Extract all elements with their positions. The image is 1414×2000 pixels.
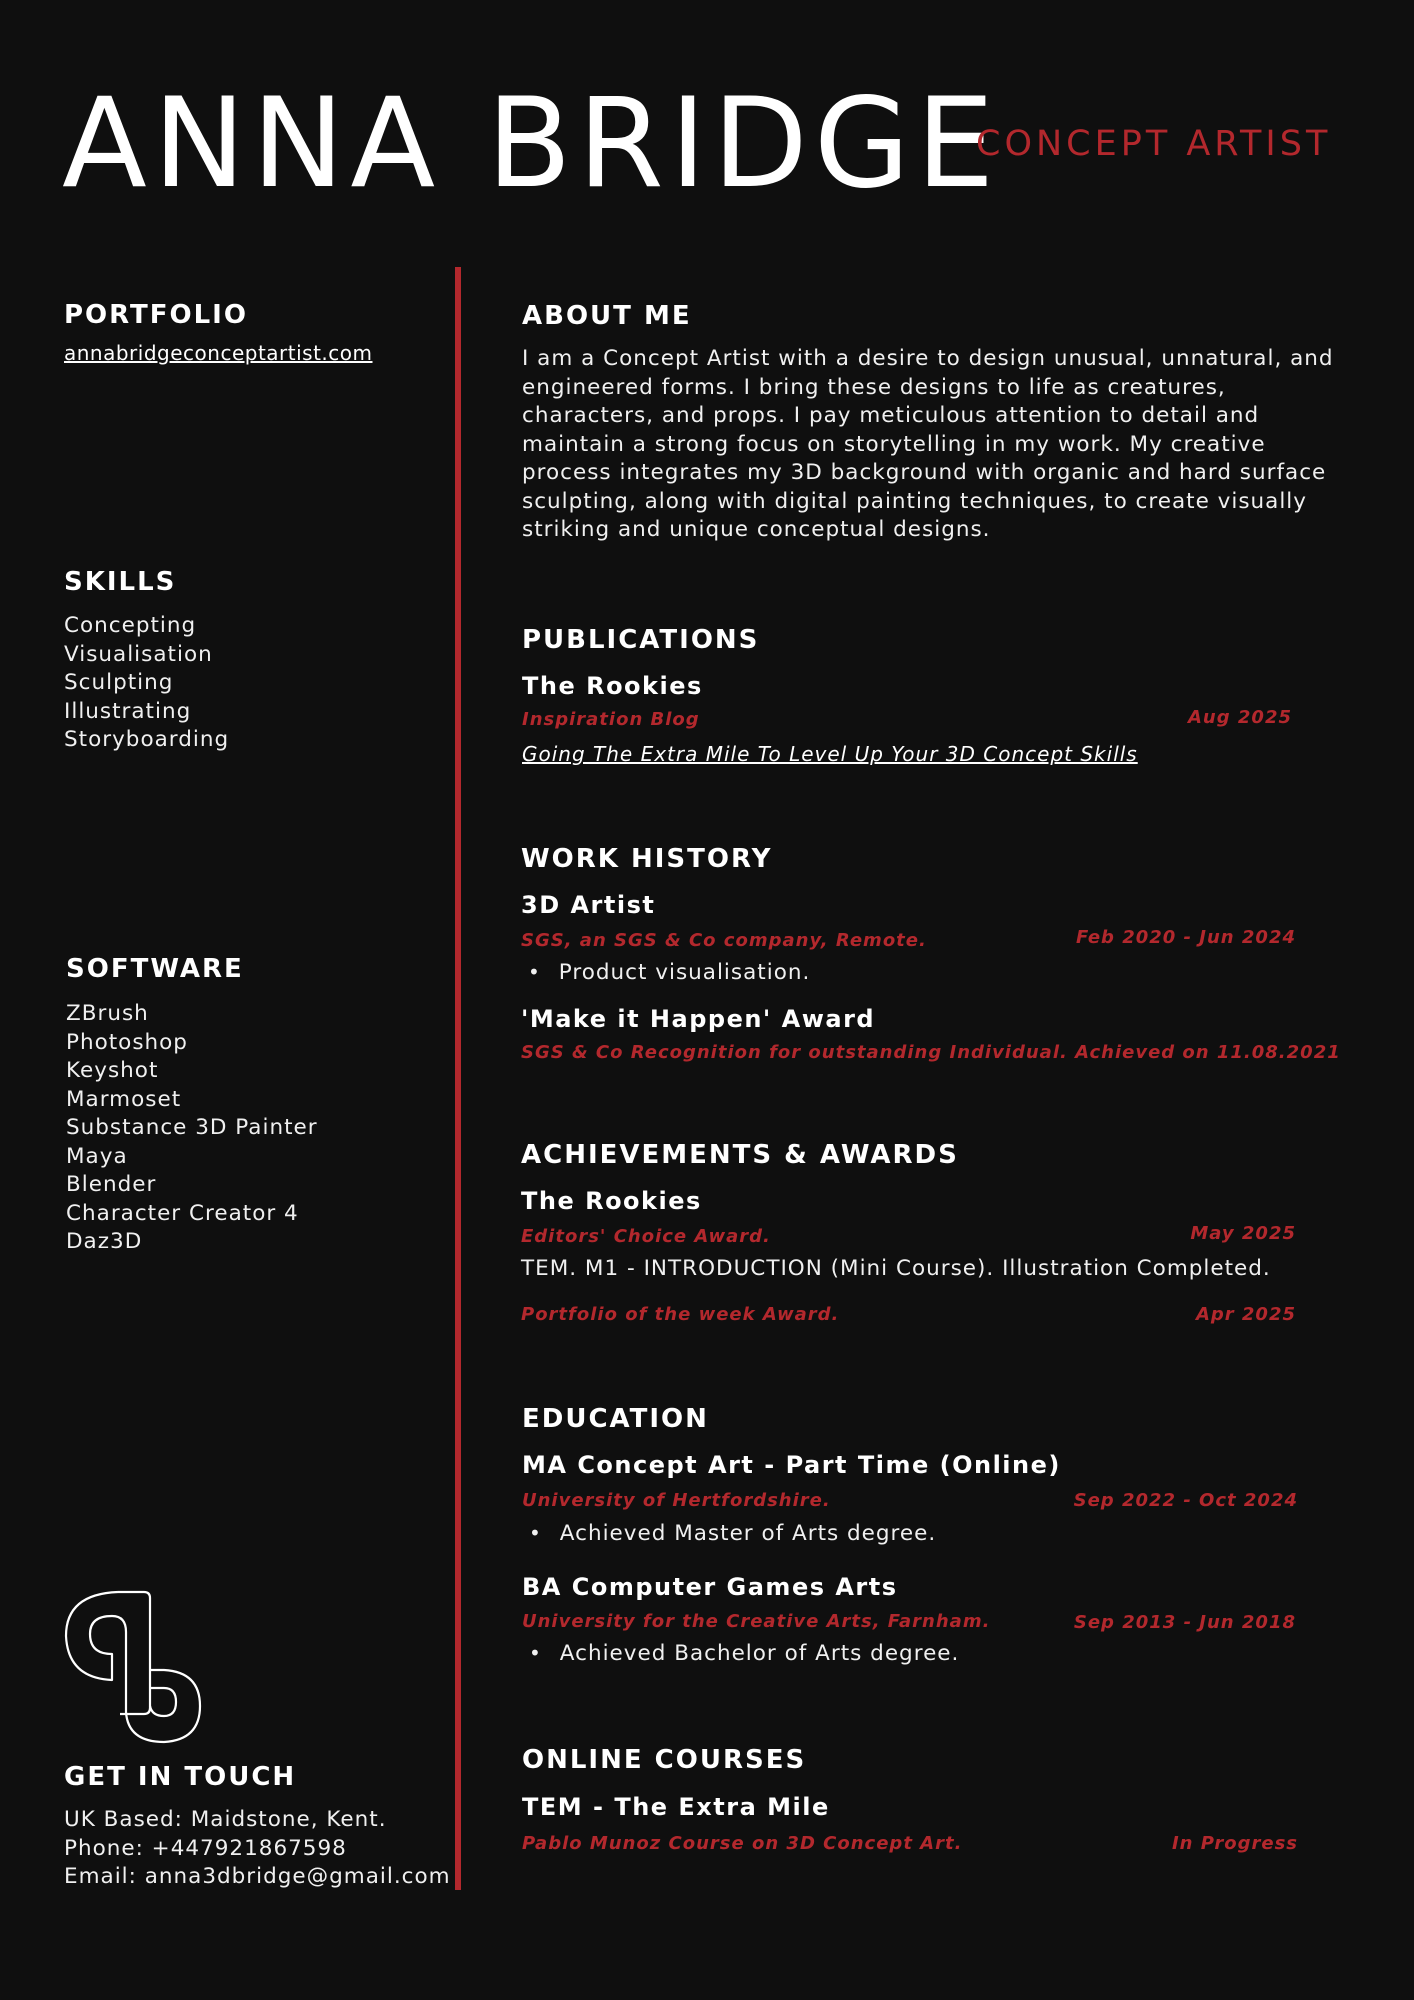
education-subtitle: University of Hertfordshire. <box>522 1490 831 1511</box>
about-line: engineered forms. I bring these designs to life as creatures, <box>522 374 1226 400</box>
contact-heading: GET IN TOUCH <box>64 1762 297 1792</box>
about-text <box>522 345 1334 545</box>
education-bullet: • Achieved Master of Arts degree. <box>529 1521 936 1546</box>
about-line: striking and unique conceptual designs. <box>522 517 991 542</box>
software-item: Character Creator 4 <box>66 1200 299 1226</box>
publication-date: Aug 2025 <box>1188 707 1292 728</box>
publication-title: The Rookies <box>522 672 703 700</box>
contact-email[interactable]: Email: anna3dbridge@gmail.com <box>64 1864 451 1889</box>
about-line: maintain a strong focus on storytelling in my work. My creative <box>522 431 1266 457</box>
software-item: Blender <box>66 1172 157 1197</box>
about-line: process integrates my 3D background with organic and hard surface <box>522 460 1327 485</box>
achievements-heading: ACHIEVEMENTS & AWARDS <box>521 1140 959 1170</box>
work-title: 3D Artist <box>521 891 656 919</box>
achievement-detail: TEM. M1 - INTRODUCTION (Mini Course). Illustration Completed. <box>521 1256 1271 1281</box>
education-title: MA Concept Art - Part Time (Online) <box>522 1451 1061 1479</box>
achievement-subtitle: Editors' Choice Award. <box>521 1226 771 1247</box>
software-item: ZBrush <box>66 1001 149 1026</box>
software-item: Keyshot <box>66 1058 159 1083</box>
courses-heading: ONLINE COURSES <box>522 1745 807 1775</box>
about-heading: ABOUT ME <box>522 301 692 331</box>
skill-item: Storyboarding <box>64 727 230 752</box>
achievement-date: Apr 2025 <box>1195 1304 1296 1325</box>
education-title: BA Computer Games Arts <box>522 1573 898 1601</box>
education-bullet: • Achieved Bachelor of Arts degree. <box>529 1641 959 1666</box>
candidate-name: ANNA BRIDGE <box>62 72 1001 216</box>
work-subtitle: SGS, an SGS & Co company, Remote. <box>521 930 927 951</box>
contact-location: UK Based: Maidstone, Kent. <box>64 1807 387 1832</box>
education-heading: EDUCATION <box>522 1404 709 1434</box>
contact-info <box>64 1806 451 1892</box>
about-line: I am a Concept Artist with a desire to design unusual, unnatural, and <box>522 346 1334 371</box>
about-line: sculpting, along with digital painting techniques, to create visually <box>522 488 1308 514</box>
work-date: Feb 2020 - Jun 2024 <box>1075 927 1296 948</box>
education-subtitle: University for the Creative Arts, Farnham. <box>522 1611 991 1632</box>
software-list <box>66 1000 318 1257</box>
skills-list <box>64 612 229 755</box>
software-item: Daz3D <box>66 1229 143 1254</box>
software-heading: SOFTWARE <box>66 954 244 984</box>
award-title: 'Make it Happen' Award <box>521 1005 876 1033</box>
education-date: Sep 2022 - Oct 2024 <box>1073 1490 1298 1511</box>
education-date: Sep 2013 - Jun 2018 <box>1073 1612 1296 1633</box>
portfolio-link[interactable]: annabridgeconceptartist.com <box>64 341 373 365</box>
contact-phone[interactable]: Phone: +447921867598 <box>64 1835 347 1861</box>
achievement-date: May 2025 <box>1190 1223 1296 1244</box>
software-item: Marmoset <box>66 1086 182 1112</box>
software-item: Photoshop <box>66 1029 188 1055</box>
portfolio-heading: PORTFOLIO <box>64 300 248 330</box>
ab-monogram-logo-icon <box>60 1588 210 1748</box>
work-heading: WORK HISTORY <box>521 844 773 874</box>
skill-item: Illustrating <box>64 698 192 724</box>
course-status: In Progress <box>1171 1833 1298 1854</box>
work-bullet: • Product visualisation. <box>528 960 810 985</box>
skill-item: Concepting <box>64 613 197 638</box>
award-subtitle: SGS & Co Recognition for outstanding Individual. Achieved on 11.08.2021 <box>521 1042 1341 1063</box>
about-line: characters, and props. I pay meticulous attention to detail and <box>522 403 1260 428</box>
job-title: CONCEPT ARTIST <box>976 124 1332 164</box>
achievement-title: The Rookies <box>521 1187 702 1215</box>
course-subtitle: Pablo Munoz Course on 3D Concept Art. <box>522 1833 963 1854</box>
publication-link[interactable]: Going The Extra Mile To Level Up Your 3D Concept Skills <box>522 742 1138 766</box>
column-divider <box>455 267 461 1890</box>
publication-subtitle: Inspiration Blog <box>522 709 700 730</box>
achievement-subtitle: Portfolio of the week Award. <box>521 1304 840 1325</box>
publications-heading: PUBLICATIONS <box>522 625 760 655</box>
course-title: TEM - The Extra Mile <box>522 1793 830 1821</box>
skill-item: Visualisation <box>64 641 213 667</box>
software-item: Maya <box>66 1143 128 1169</box>
software-item: Substance 3D Painter <box>66 1115 318 1140</box>
skills-heading: SKILLS <box>64 567 177 597</box>
skill-item: Sculpting <box>64 670 174 695</box>
